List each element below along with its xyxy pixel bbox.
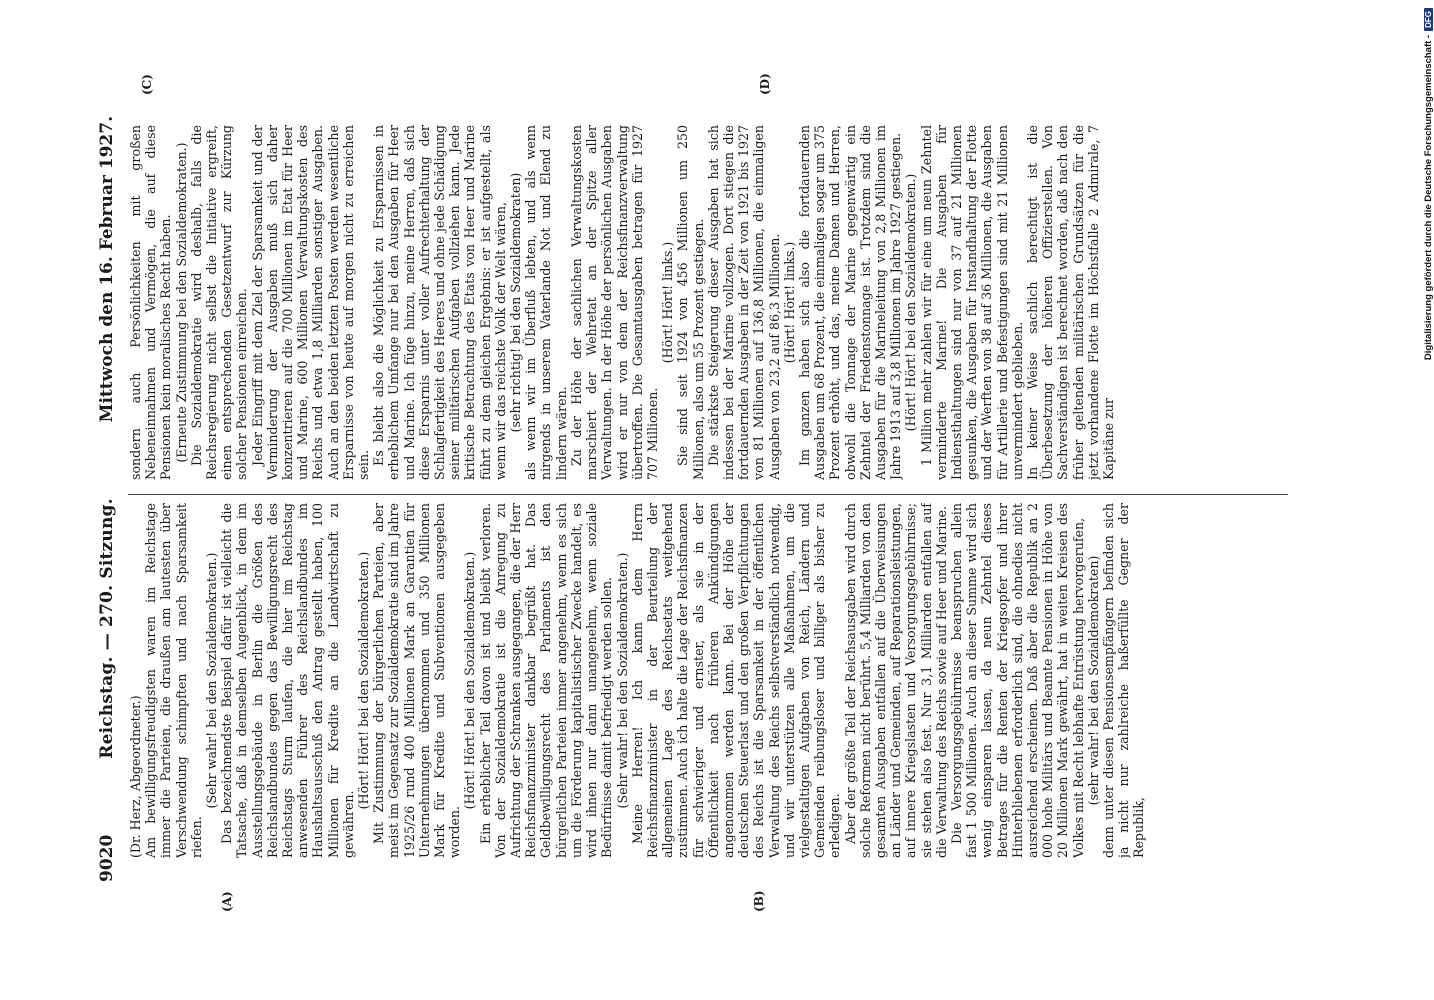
paragraph: (Dr. Herz, Abgeordneter.) xyxy=(128,695,143,858)
header-date: Mittwoch den 16. Februar 1927. xyxy=(97,116,117,423)
paragraph: sondern auch Persönlichkeiten mit großen Nebeneinnahmen und Vermögen, die auf diese Pensionen kein moralisches Recht haben. xyxy=(128,125,174,480)
paragraph: (sehr wahr! bei den Sozialdemokraten) xyxy=(1085,555,1101,806)
paragraph: Das bezeichnendste Beispiel dafür ist vielleicht die Tatsache, daß in demselben Augenblick, in dem im Ausstellungsgebäude in Berlin die Größen des Reichslandbundes gegen das Bewilligungsrecht des Reichstags Sturm laufen, die hier im Reichstag anwesenden Führer des Reichslandbundes im Haushaltsausschuß den Antrag gestellt haben, 100 Millionen für Kredite an die Landwirtschaft zu gewähren. xyxy=(219,503,356,858)
paragraph: (Hört! Hört! links.) xyxy=(781,241,797,364)
paragraph: denn unter diesen Pensionsempfängern befinden sich ja nicht nur zahlreiche haßerfüllte Gegner der Republik, xyxy=(1101,503,1147,858)
paragraph: (sehr richtig! bei den Sozialdemokraten) xyxy=(508,172,524,433)
margin-marker-d: (D) xyxy=(758,73,772,95)
paragraph: (Sehr wahr! bei den Sozialdemokraten.) xyxy=(204,552,220,809)
page-header xyxy=(92,116,122,882)
paragraph: (Hört! Hört! links.) xyxy=(660,241,676,364)
header-session: Reichstag. — 270. Sitzung. xyxy=(97,498,117,759)
paragraph: Meine Herren! Ich kann dem Herrn Reichsfinanzminister in der Beurteilung der allgemeinen Lage des Reichsetats weitgehend zustimmen. Auch ich halte die Lage der Reichsfinanzen für schwieriger und ernster, als sie in der Öffentlichkeit nach früheren Ankündigungen angenommen werden kann. Bei der Höhe der deutschen Steuerlast und den großen Verpflichtungen des Reichs ist die Sparsamkeit in der öffentlichen Verwaltung des Reichs selbstverständlich notwendig, und wir unterstützen alle Maßnahmen, um die vielgestaltigen Aufgaben von Reich, Ländern und Gemeinden reibungsloser und billiger als bisher zu erledigen. xyxy=(629,503,843,858)
paragraph: 1 Million mehr zahlen wir für eine um neun Zehntel verminderte Marine! Die Ausgaben für Indiensthaltungen sind nur von 37 auf 21 Millionen gesunken, die Ausgaben für Instandhaltung der Flotte und der Werften von 38 auf 36 Millionen, die Ausgaben für Artillerie und Befestigungen sind mit 21 Millionen unvermindert geblieben. xyxy=(918,125,1025,480)
margin-marker-a: (A) xyxy=(220,891,234,912)
margin-marker-c: (C) xyxy=(140,74,154,95)
digitization-notice: Digitalisierung gefördert durch die Deutsche Forschungsgemeinschaft - xyxy=(1422,34,1434,361)
paragraph: Zu der Höhe der sachlichen Verwaltungskosten marschiert der Wehretat an der Spitze aller Verwaltungen. In der Höhe der persönlichen Ausgaben wird er nur von dem der Reichsfinanzverwaltung übertroffen. Die Gesamtausgaben betragen für 1927 707 Millionen. xyxy=(568,125,660,480)
paragraph: Die stärkste Steigerung dieser Ausgaben hat sich indessen bei der Marine vollzogen. Dort stiegen die fortdauernden Ausgaben in der Zeit von 1921 bis 1927 von 81 Millionen auf 136,8 Millionen, die einmaligen Ausgaben von 23,2 auf 86,3 Millionen. xyxy=(705,125,782,480)
paragraph: (Hört! Hört! bei den Sozialdemokraten.) xyxy=(903,173,919,432)
paragraph: Es bleibt also die Möglichkeit zu Ersparnissen in erheblichem Umfange nur bei den Ausgaben für Heer und Marine. Ich füge hinzu, meine Herren, daß sich diese Ersparnis unter voller Aufrechterhaltung der Schlagfertigkeit des Heeres und ohne jede Schädigung seiner militärischen Aufgaben vollziehen kann. Jede kritische Betrachtung des Etats von Heer und Marine führt zu dem gleichen Ergebnis: er ist aufgestellt, als wenn wir das reichste Volk der Welt wären, xyxy=(371,125,508,480)
paragraph: Aber der größte Teil der Reichsausgaben wird durch solche Reformen nicht berührt. 5,4 Milliarden von den gesamten Ausgaben entfallen auf die Überweisungen an Länder und Gemeinden, auf Reparationsleistungen, auf innere Kriegslasten und Versorgungsgebührnisse; sie stehen also fest. Nur 3,1 Milliarden entfallen auf die Verwaltung des Reichs sowie auf Heer und Marine. xyxy=(842,503,949,858)
paragraph: (Sehr wahr! bei den Sozialdemokraten.) xyxy=(614,552,630,809)
digitization-strip xyxy=(1418,8,1434,992)
paragraph: als wenn wir im Überfluß lebten, und als wenn nirgends in unserem Vaterlande Not und Elend zu lindern wären. xyxy=(523,125,569,480)
margin-marker-b: (B) xyxy=(752,890,766,912)
paragraph: (Hört! Hört! bei den Sozialdemokraten.) xyxy=(356,551,372,810)
dfg-logo: DFG xyxy=(1424,8,1433,31)
paragraph: Jeder Eingriff mit dem Ziel der Sparsamkeit und der Verminderung der Ausgaben muß sich daher konzentrieren auf die 700 Millionen im Etat für Heer und Marine, 600 Millionen Verwaltungskosten des Reichs und etwa 1,8 Milliarden sonstiger Ausgaben. Auch an den beiden letzten Posten werden wesentliche Ersparnisse von heute auf morgen nicht zu erreichen sein. xyxy=(249,125,372,480)
paragraph: Am bewilligungsfreudigsten waren im Reichstage immer die Parteien, die draußen am lautesten über Verschwendung schimpften und nach Sparsamkeit riefen. xyxy=(143,503,204,858)
paragraph: (Erneute Zustimmung bei den Sozialdemokraten.) xyxy=(173,142,189,463)
paragraph: Sie sind seit 1924 von 456 Millionen um 250 Millionen, also um 55 Prozent gestiegen. xyxy=(675,125,706,480)
column-divider xyxy=(128,494,1288,495)
paragraph: (Hört! Hört! bei den Sozialdemokraten.) xyxy=(462,551,478,810)
right-column xyxy=(128,125,1308,480)
paragraph: Die Versorgungsgebührnisse beanspruchen allein fast 1 500 Millionen. Auch an dieser Summe wird sich wenig einsparen lassen, da neun Zehntel dieses Betrages für die Renten der Kriegsopfer und ihrer Hinterbliebenen erforderlich sind, die ohnedies nicht ausreichend erscheinen. Daß aber die Republik an 2 000 hohe Militärs und Beamte Pensionen in Höhe von 20 Millionen Mark gewährt, hat in weiten Kreisen des Volkes mit Recht lebhafte Entrüstung hervorgerufen, xyxy=(948,503,1086,858)
page-number: 9020 xyxy=(97,834,117,882)
paragraph: Im ganzen haben sich also die fortdauernden Ausgaben um 68 Prozent, die einmaligen sogar um 375 Prozent erhöht, und das, meine Damen und Herren, obwohl die Tonnage der Marine gegenwärtig ein Zehntel der Friedenstonnage ist. Trotzdem sind die Ausgaben für die Marineleitung von 2,8 Millionen im Jahre 1913 auf 3,8 Millionen im Jahre 1927 gestiegen. xyxy=(796,125,904,480)
paragraph: Die Sozialdemokratie wird deshalb, falls die Reichsregierung nicht selbst die Initiative ergreift, einen entsprechenden Gesetzentwurf zur Kürzung solcher Pensionen einreichen. xyxy=(188,125,250,480)
left-column xyxy=(128,503,1308,858)
paragraph: Ein erheblicher Teil davon ist und bleibt verloren. Von der Sozialdemokratie ist die Anregung zu Aufrichtung der Schranken ausgegangen, die der Herr Reichsfinanzminister dankbar begrüßt hat. Das Geldbewilligungsrecht des Parlaments ist den bürgerlichen Parteien immer angenehm, wenn es sich um die Förderung kapitalistischer Zwecke handelt, es wird ihnen nur dann unangenehm, wenn soziale Bedürfnisse damit befriedigt werden sollen. xyxy=(477,503,615,858)
paragraph: Mit Zustimmung der bürgerlichen Parteien, aber meist im Gegensatz zur Sozialdemokratie sind im Jahre 1925/26 rund 400 Millionen Mark an Garantien für Unternehmungen übernommen und 350 Millionen Mark für Kredite und Subventionen ausgegeben worden. xyxy=(371,503,463,858)
paragraph: In keiner Weise sachlich berechtigt ist die Überbesetzung der höheren Offizierstellen. Von Sachverständigen ist berechnet worden, daß nach den früher geltenden militärischen Grundsätzen für die jetzt vorhandene Flotte im Höchstfalle 2 Admirale, 7 Kapitäne zur xyxy=(1024,125,1116,480)
